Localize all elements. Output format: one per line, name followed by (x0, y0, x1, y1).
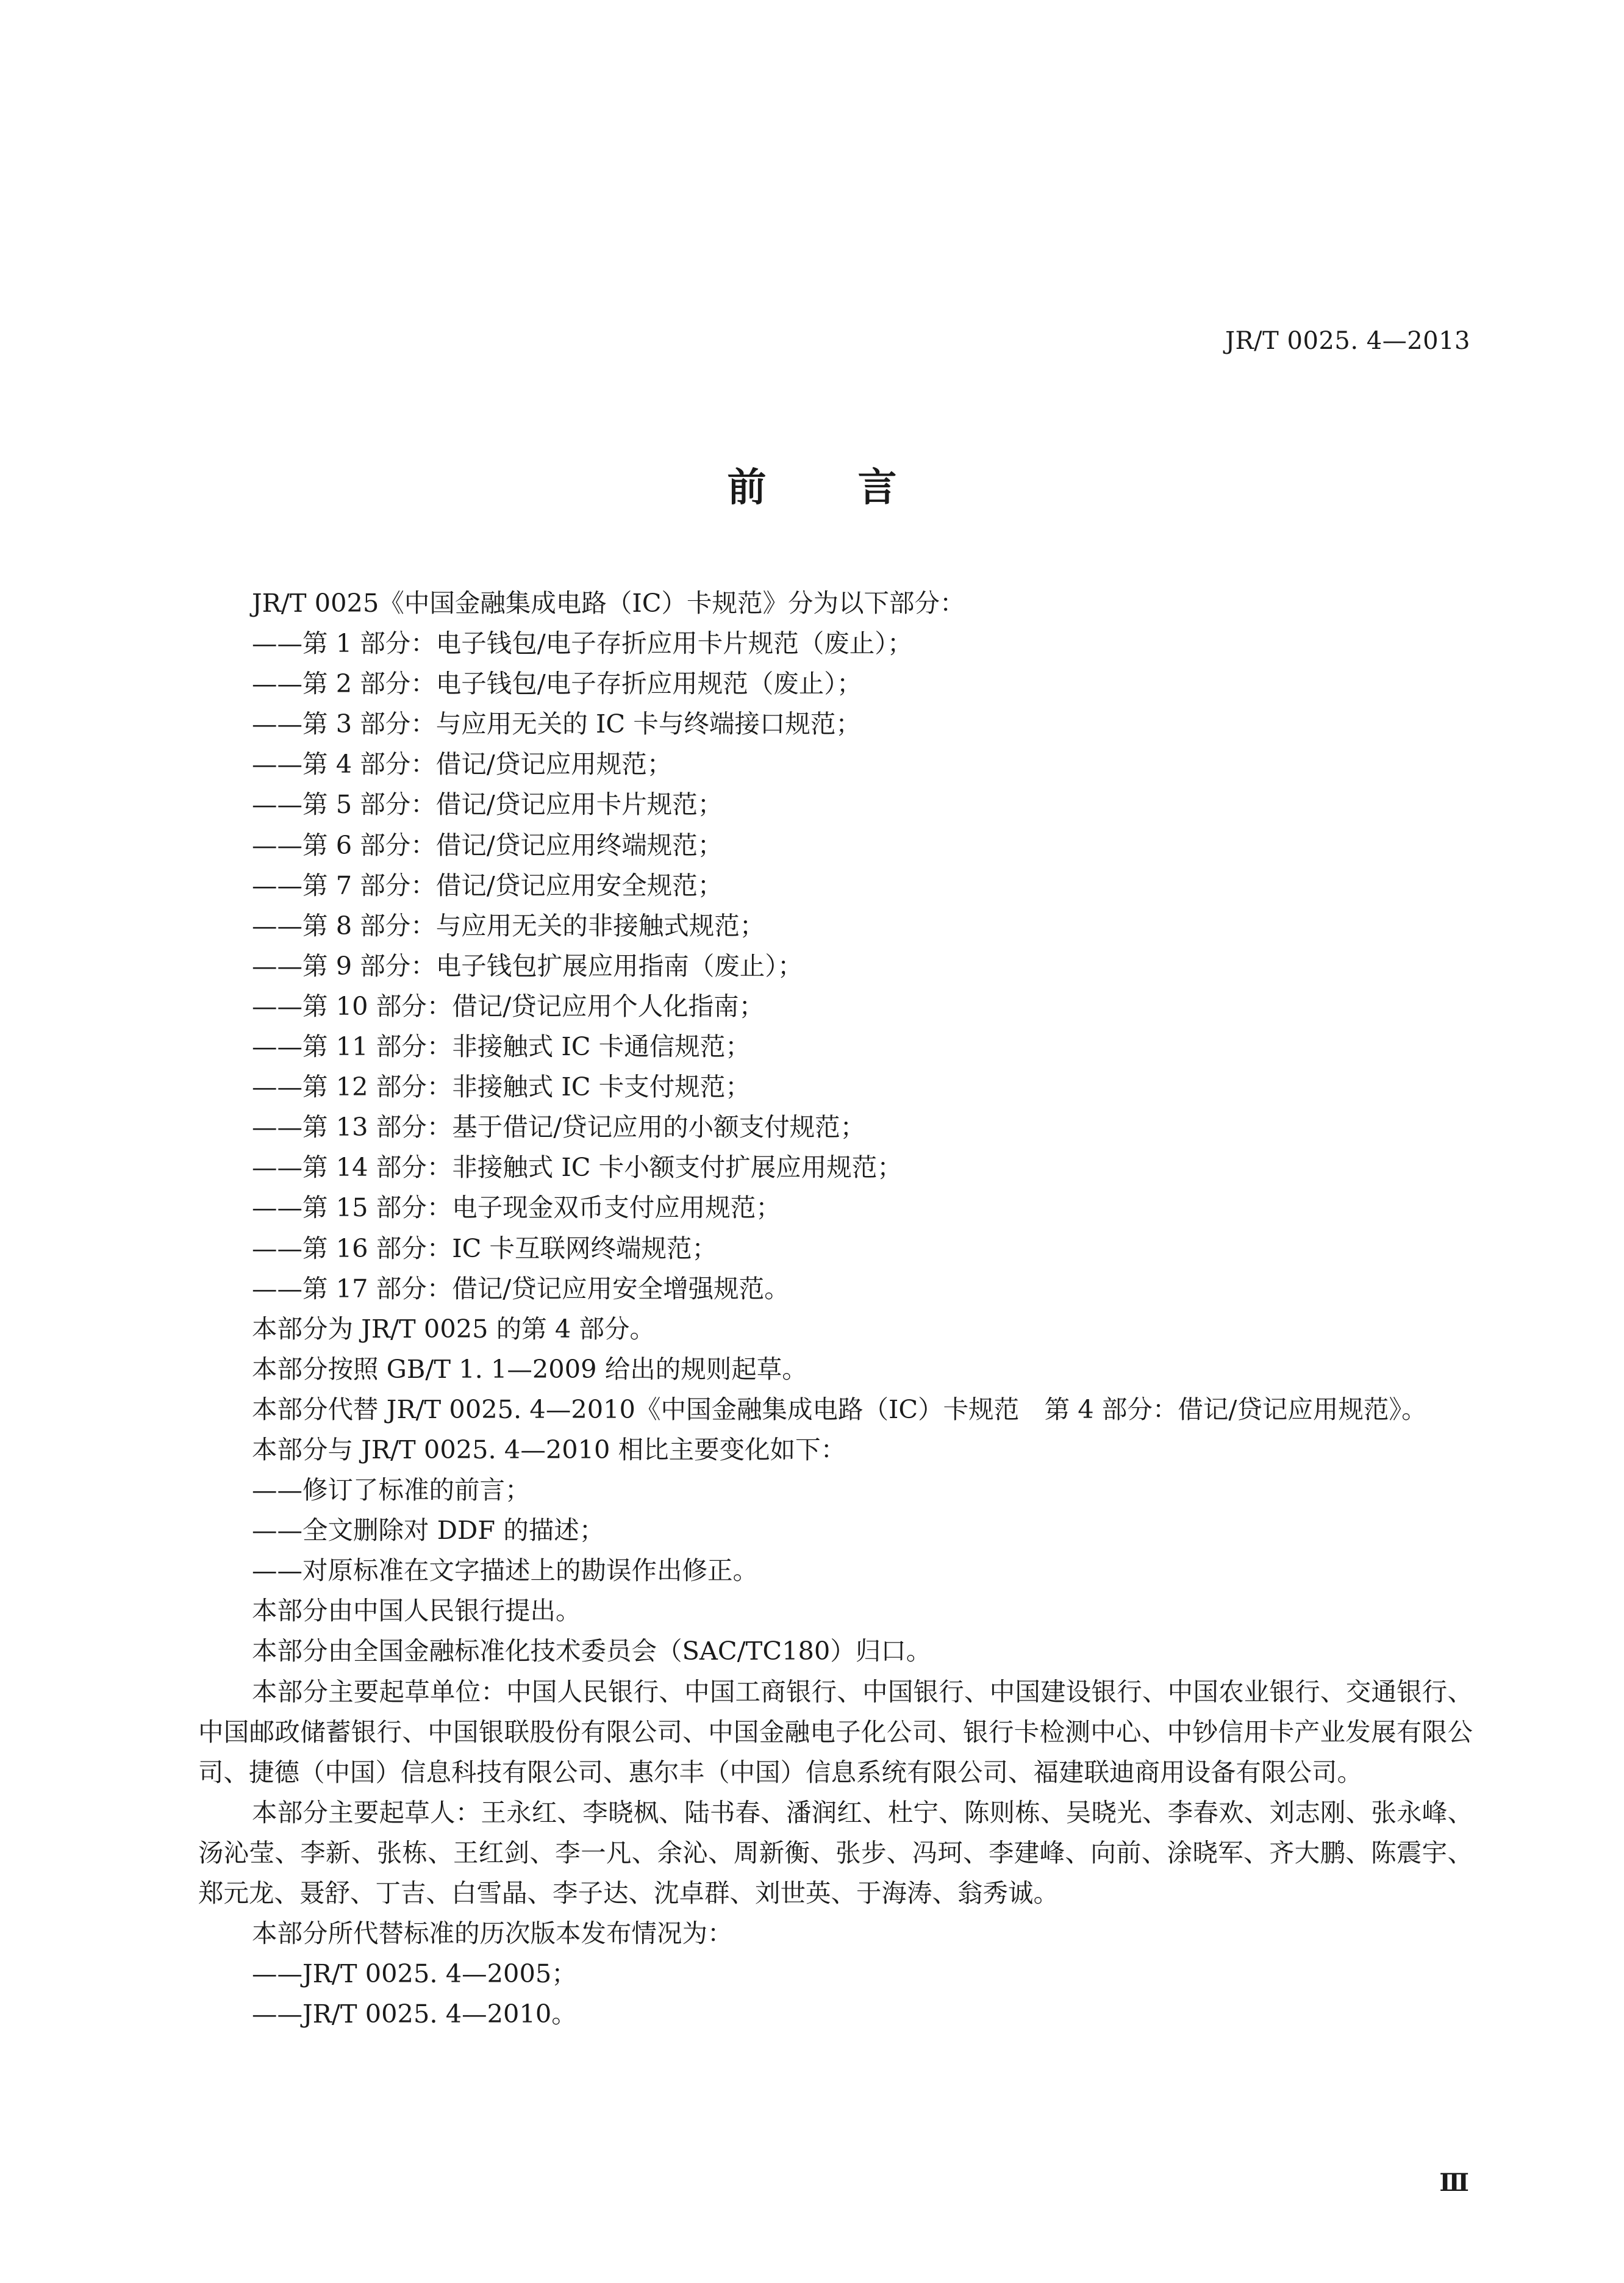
list-item: ——第 10 部分：借记/贷记应用个人化指南； (252, 991, 765, 1021)
paragraph: 本部分按照 GB/T 1. 1—2009 给出的规则起草。 (252, 1353, 807, 1384)
paragraph: 本部分由中国人民银行提出。 (252, 1596, 581, 1626)
list-item: ——第 2 部分：电子钱包/电子存折应用规范（废止）； (252, 668, 862, 699)
list-item: ——修订了标准的前言； (252, 1475, 531, 1505)
paragraph: 本部分所代替标准的历次版本发布情况为： (252, 1918, 733, 1949)
paragraph: JR/T 0025《中国金融集成电路（IC）卡规范》分为以下部分： (252, 588, 965, 618)
paragraph: 本部分与 JR/T 0025. 4—2010 相比主要变化如下： (252, 1434, 846, 1464)
list-item: ——第 11 部分：非接触式 IC 卡通信规范； (252, 1031, 751, 1062)
list-item: ——第 9 部分：电子钱包扩展应用指南（废止）； (252, 950, 803, 981)
list-item: ——JR/T 0025. 4—2010。 (252, 1999, 577, 2029)
list-item: ——第 4 部分：借记/贷记应用规范； (252, 749, 673, 780)
list-item: ——第 12 部分：非接触式 IC 卡支付规范； (252, 1072, 751, 1102)
paragraph: 本部分代替 JR/T 0025. 4—2010《中国金融集成电路（IC）卡规范 第 4 部分：借记/贷记应用规范》。 (252, 1394, 1427, 1424)
list-item: ——第 6 部分：借记/贷记应用终端规范； (252, 830, 723, 860)
body-text (198, 583, 1473, 2034)
list-item: ——JR/T 0025. 4—2005； (252, 1959, 577, 1989)
list-item: ——第 8 部分：与应用无关的非接触式规范； (252, 910, 765, 941)
list-item: ——第 3 部分：与应用无关的 IC 卡与终端接口规范； (252, 709, 861, 739)
list-item: ——第 14 部分：非接触式 IC 卡小额支付扩展应用规范； (252, 1152, 903, 1183)
paragraph: 本部分主要起草单位：中国人民银行、中国工商银行、中国银行、中国建设银行、中国农业银行、交通银行、中国邮政储蓄银行、中国银联股份有限公司、中国金融电子化公司、银行卡检测中心、中钞信用卡产业发展有限公司、捷德（中国）信息科技有限公司、惠尔丰（中国）信息系统有限公司、福建联迪商用设备有限公司。 (198, 1676, 1473, 1787)
list-item: ——第 1 部分：电子钱包/电子存折应用卡片规范（废止）； (252, 628, 913, 659)
list-item: ——第 5 部分：借记/贷记应用卡片规范； (252, 789, 723, 820)
list-item: ——第 13 部分：基于借记/贷记应用的小额支付规范； (252, 1112, 866, 1142)
paragraph: 本部分主要起草人：王永红、李晓枫、陆书春、潘润红、杜宁、陈则栋、吴晓光、李春欢、刘志刚、张永峰、汤沁莹、李新、张栋、王红剑、李一凡、余沁、周新衡、张步、冯珂、李建峰、向前、涂晓军、齐大鹏、陈震宇、郑元龙、聂舒、丁吉、白雪晶、李子达、沈卓群、刘世英、于海涛、翁秀诚。 (198, 1797, 1473, 1908)
page-title: 前言 (727, 465, 989, 511)
paragraph: 本部分由全国金融标准化技术委员会（SAC/TC180）归口。 (252, 1636, 932, 1666)
list-item: ——第 15 部分：电子现金双币支付应用规范； (252, 1192, 781, 1223)
page-number: Ⅲ (1439, 2168, 1469, 2197)
list-item: ——对原标准在文字描述上的勘误作出修正。 (252, 1555, 759, 1586)
list-item: ——第 16 部分：IC 卡互联网终端规范； (252, 1233, 718, 1263)
list-item: ——全文删除对 DDF 的描述； (252, 1515, 605, 1546)
list-item: ——第 7 部分：借记/贷记应用安全规范； (252, 870, 723, 900)
paragraph: 本部分为 JR/T 0025 的第 4 部分。 (252, 1313, 656, 1344)
list-item: ——第 17 部分：借记/贷记应用安全增强规范。 (252, 1273, 790, 1303)
standard-number: JR/T 0025. 4—2013 (1225, 327, 1470, 355)
